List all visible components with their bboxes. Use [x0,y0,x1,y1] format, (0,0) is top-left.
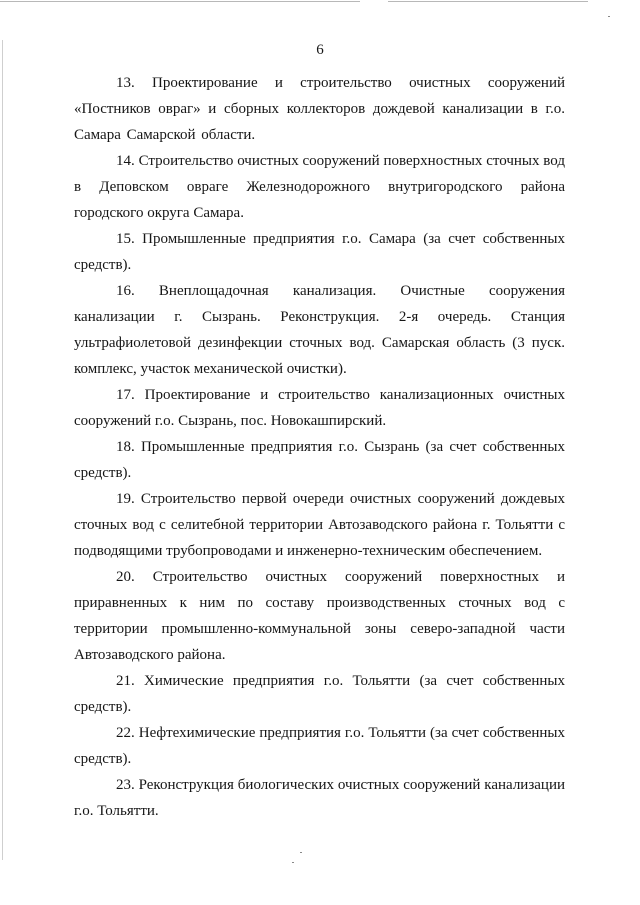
scan-edge-top-right [388,1,588,2]
scan-edge-top-left [0,1,360,2]
paragraph-16: 16. Внеплощадочная канализация. Очистные сооружения канализации г. Сызрань. Реконструкция. 2-я очередь. Станция ультрафиолетовой дезинфекции сточных вод. Самарская область (3 пуск. комплекс, участок механической очистки). [74,283,565,377]
paragraph-21: 21. Химические предприятия г.о. Тольятти (за счет собственных средств). [74,673,565,715]
paragraph-14: 14. Строительство очистных сооружений поверхностных сточных вод в Деповском овраге Железнодорожного внутригородского района городского округа Самара. [74,153,565,221]
scan-speck [292,862,294,863]
paragraph-17: 17. Проектирование и строительство канализационных очистных сооружений г.о. Сызрань, пос. Новокашпирский. [74,387,565,429]
paragraph-19: 19. Строительство первой очереди очистных сооружений дождевых сточных вод с селитебной территории Автозаводского района г. Тольятти с подводящими трубопроводами и инженерно-техническим обеспечением. [74,491,565,559]
page-number: 6 [316,42,324,58]
paragraph-18: 18. Промышленные предприятия г.о. Сызрань (за счет собственных средств). [74,439,565,481]
scan-speck [300,852,302,853]
document-body [74,70,565,824]
paragraph-15: 15. Промышленные предприятия г.о. Самара (за счет собственных средств). [74,231,565,273]
scan-edge-left [2,40,3,860]
paragraph-23: 23. Реконструкция биологических очистных сооружений канализации г.о. Тольятти. [74,777,565,819]
paragraph-13: 13. Проектирование и строительство очистных сооружений «Постников овраг» и сборных коллекторов дождевой канализации в г.о. Самара Самарской области. [74,75,565,143]
paragraph-20: 20. Строительство очистных сооружений поверхностных и приравненных к ним по составу производственных сточных вод с территории промышленно-коммунальной зоны северо-западной части Автозаводского района. [74,569,565,663]
scan-speck [608,16,610,17]
paragraph-22: 22. Нефтехимические предприятия г.о. Тольятти (за счет собственных средств). [74,725,565,767]
